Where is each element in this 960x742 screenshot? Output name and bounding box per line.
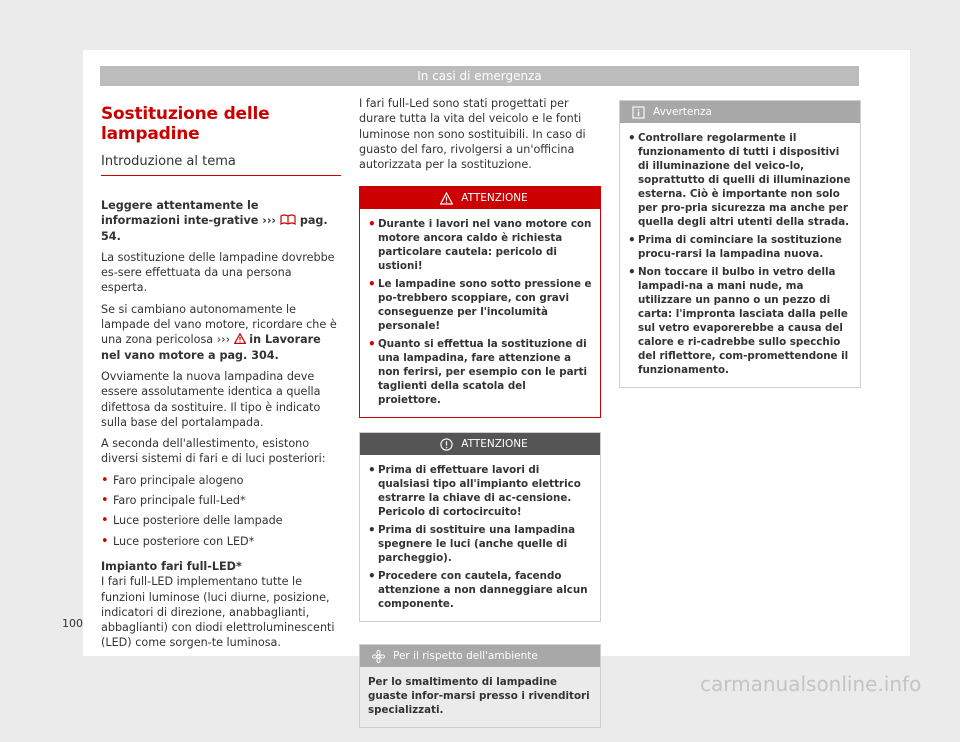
column-right bbox=[619, 96, 861, 402]
section-header: In casi di emergenza bbox=[100, 66, 859, 86]
paragraph-5: I fari full-LED implementano tutte le funzioni luminose (luci diurne, posizione, indicatori di direzione, anabbaglianti, abbaglianti) con diodi elettroluminescenti (LED) come sorgen-te luminosa. bbox=[101, 575, 335, 650]
warning-box-title: ATTENZIONE bbox=[461, 192, 528, 205]
book-icon bbox=[280, 214, 296, 225]
note-box-title: Avvertenza bbox=[653, 106, 712, 118]
info-icon bbox=[632, 106, 645, 119]
warning-box-burns bbox=[359, 186, 601, 418]
column-left bbox=[101, 96, 341, 657]
warning-triangle-icon bbox=[234, 333, 246, 344]
paragraph-4: A seconda dell'allestimento, esistono diversi sistemi di fari e di luci posteriori: bbox=[101, 437, 326, 466]
warning-item: • Prima di effettuare lavori di qualsiasi tipo all'impianto elettrico estrarre la chiave di ac-censione. Pericolo di cortocircuito! bbox=[368, 463, 592, 519]
environment-box-header bbox=[360, 645, 600, 667]
paragraph-3: Ovviamente la nuova lampadina deve essere assolutamente identica a quella difettosa da sostituire. Il tipo è indicato sulla base del portalampada. bbox=[101, 369, 321, 429]
intro-ref: pag. 54. bbox=[101, 214, 328, 243]
warning-triangle-icon bbox=[440, 192, 453, 205]
note-item: • Prima di cominciare la sostituzione procu-rarsi la lampadina nuova. bbox=[628, 233, 852, 261]
flower-icon bbox=[372, 650, 385, 663]
paragraph-1: La sostituzione delle lampadine dovrebbe es-sere effettuata da una persona esperta. bbox=[101, 250, 335, 295]
note-box-header bbox=[620, 101, 860, 123]
note-box bbox=[619, 100, 861, 388]
paragraph-2-text: Se si cambiano autonomamente le lampade del vano motore, ricordare che è una zona pericolosa ››› bbox=[101, 302, 337, 347]
environment-text: Per lo smaltimento di lampadine guaste infor-marsi presso i rivenditori specializzati. bbox=[368, 676, 590, 717]
warning-box-body bbox=[360, 209, 600, 417]
warning-box-header bbox=[360, 433, 600, 455]
page-number: 100 bbox=[62, 617, 83, 630]
warning-box-title: ATTENZIONE bbox=[461, 438, 528, 451]
note-item: • Controllare regolarmente il funzionamento di tutti i dispositivi di illuminazione del veico-lo, soprattutto di quelli di illuminazione esterna. Ciò è importante non solo per pro-pria sicurezza ma anche per quella degli altri utenti della strada. bbox=[628, 131, 852, 229]
warning-item: • Durante i lavori nel vano motore con motore ancora caldo è richiesta particolare cautela: pericolo di ustioni! bbox=[368, 217, 592, 273]
warning-box-body bbox=[360, 455, 600, 621]
list-item: • Luce posteriore con LED* bbox=[101, 534, 341, 549]
paragraph-2-ref: in Lavorare nel vano motore a pag. 304. bbox=[101, 333, 321, 362]
exclamation-circle-icon bbox=[440, 438, 453, 451]
warning-item: • Le lampadine sono sotto pressione e po-trebbero scoppiare, con gravi conseguenze per l'incolumità personale! bbox=[368, 277, 592, 333]
list-item: • Faro principale alogeno bbox=[101, 473, 341, 488]
lights-list bbox=[101, 473, 341, 549]
warning-item: • Procedere con cautela, facendo attenzione a non danneggiare alcun componente. bbox=[368, 569, 592, 611]
page-title: Sostituzione delle lampadine bbox=[101, 104, 270, 144]
paragraph-led: I fari full-Led sono stati progettati per durare tutta la vita del veicolo e le fonti luminose non sono sostituibili. In caso di guasto del faro, rivolgersi a un'officina autorizzata per la sostituzione. bbox=[359, 97, 586, 172]
page-subtitle: Introduzione al tema bbox=[101, 154, 341, 176]
environment-box-body bbox=[360, 667, 600, 727]
note-box-body bbox=[620, 123, 860, 387]
list-item: • Faro principale full-Led* bbox=[101, 493, 341, 508]
warning-item: • Prima di sostituire una lampadina spegnere le luci (anche quelle di parcheggio). bbox=[368, 523, 592, 565]
sub-heading: Impianto fari full-LED* bbox=[101, 559, 242, 573]
paragraph-2 bbox=[101, 302, 341, 363]
intro-text: Leggere attentamente le informazioni inte-grative ››› bbox=[101, 199, 277, 228]
environment-box bbox=[359, 644, 601, 728]
warning-box-header bbox=[360, 187, 600, 209]
column-middle bbox=[359, 96, 601, 742]
warning-box-electrical bbox=[359, 432, 601, 622]
environment-box-title: Per il rispetto dell'ambiente bbox=[393, 650, 538, 663]
note-item: • Non toccare il bulbo in vetro della lampadi-na a mani nude, ma utilizzare un panno o un pezzo di carta: l'impronta lasciata dalla pelle sul vetro evaporerebbe a causa del calore e ri-cadrebbe sullo specchio del riflettore, com-promettendone il funzionamento. bbox=[628, 265, 852, 377]
warning-item: • Quanto si effettua la sostituzione di una lampadina, fare attenzione a non ferirsi, per esempio con le parti taglienti della scatola del proiettore. bbox=[368, 337, 592, 407]
list-item: • Luce posteriore delle lampade bbox=[101, 513, 341, 528]
intro-paragraph bbox=[101, 198, 341, 244]
watermark: carmanualsonline.info bbox=[700, 672, 922, 696]
